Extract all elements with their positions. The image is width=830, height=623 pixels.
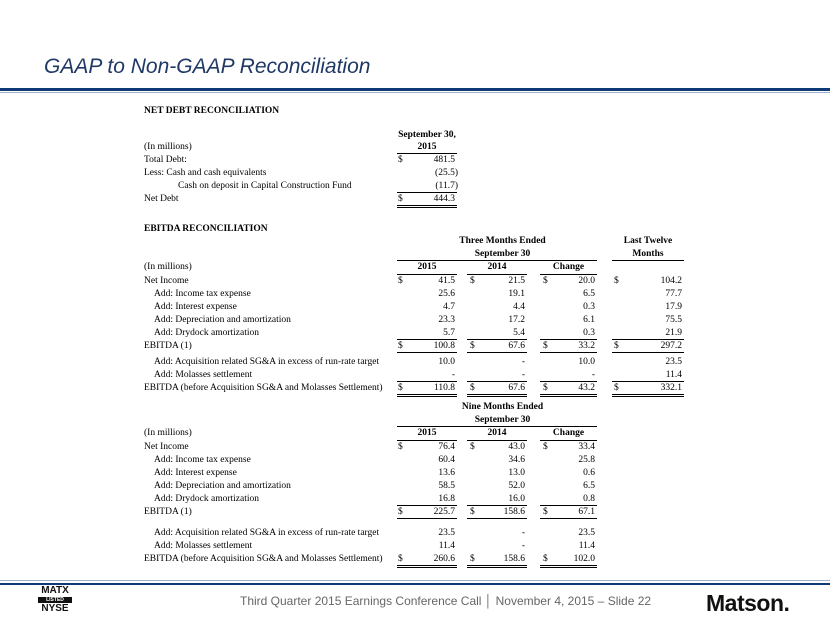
nine-months-col-underline — [397, 440, 457, 441]
nine-months-row-label: EBITDA (1) — [144, 507, 192, 517]
ebitda-total-line — [467, 339, 527, 340]
net-debt-total-line — [397, 205, 457, 206]
ebitda-row-label: Add: Income tax expense — [154, 289, 251, 299]
matson-logo: Matson. — [706, 590, 790, 616]
nine-months-value-2015: 60.4 — [438, 455, 455, 465]
nine-months-total-line — [397, 565, 457, 566]
ebitda-total-line — [397, 396, 457, 397]
nine-months-value-change: 11.4 — [578, 541, 595, 551]
dollar-sign: $ — [543, 442, 548, 452]
dollar-sign: $ — [398, 341, 403, 351]
ebitda-ltm-head: Last Twelve — [623, 236, 673, 246]
nine-months-value-change: 23.5 — [578, 528, 595, 538]
nine-months-value-2015: 13.6 — [438, 468, 455, 478]
ebitda-total-line — [612, 352, 684, 353]
ebitda-value-ltm: 104.2 — [660, 276, 682, 286]
ebitda-value-ltm: 21.9 — [665, 328, 682, 338]
nine-months-value-change: 67.1 — [578, 507, 595, 517]
nine-months-row-label: Add: Acquisition related SG&A in excess of run-rate target — [154, 528, 380, 538]
ebitda-value-2014: 17.2 — [508, 315, 525, 325]
nine-months-total-line — [467, 567, 527, 568]
dollar-sign: $ — [614, 341, 619, 351]
ebitda-total-line — [467, 352, 527, 353]
dollar-sign: $ — [543, 554, 548, 564]
ebitda-three-months-head: Three Months Ended — [459, 236, 546, 246]
dollar-sign: $ — [614, 383, 619, 393]
dollar-sign: $ — [543, 507, 548, 517]
net-debt-row-value: 444.3 — [433, 194, 455, 204]
net-debt-row-label: Total Debt: — [144, 155, 187, 165]
nine-months-value-2014: - — [521, 528, 525, 538]
dollar-sign: $ — [398, 554, 403, 564]
nine-months-row-label: Add: Molasses settlement — [154, 541, 253, 551]
net-debt-col-underline — [397, 153, 457, 154]
ebitda-value-ltm: 75.5 — [665, 315, 682, 325]
nine-months-col-2015: 2015 — [417, 428, 437, 438]
nine-months-row-label: Net Income — [144, 442, 189, 452]
ebitda-value-2015: 10.0 — [438, 357, 455, 367]
ebitda-value-change: 6.5 — [583, 289, 595, 299]
footer-rule — [0, 583, 830, 585]
ebitda-value-2014: 19.1 — [508, 289, 525, 299]
nine-months-total-line — [397, 518, 457, 519]
ebitda-heading: EBITDA RECONCILIATION — [144, 224, 268, 234]
nine-months-value-2014: 158.6 — [503, 507, 525, 517]
net-debt-subtotal-line — [397, 192, 457, 193]
ebitda-col-change: Change — [552, 262, 585, 272]
nine-months-value-2015: 16.8 — [438, 494, 455, 504]
ebitda-total-line — [467, 394, 527, 395]
ebitda-row-label: Add: Drydock amortization — [154, 328, 260, 338]
ebitda-total-line — [467, 396, 527, 397]
page-title: GAAP to Non-GAAP Reconciliation — [44, 55, 371, 78]
dollar-sign: $ — [614, 276, 619, 286]
nine-months-total-line — [540, 567, 597, 568]
ebitda-value-2014: - — [521, 370, 525, 380]
ebitda-row-label: Add: Molasses settlement — [154, 370, 253, 380]
net-debt-row-value: (11.7) — [435, 181, 458, 191]
ebitda-col-underline — [467, 274, 527, 275]
net-debt-row-value: 481.5 — [433, 155, 455, 165]
nine-months-total-line — [467, 518, 527, 519]
nine-months-total-line — [397, 567, 457, 568]
ebitda-value-change: 10.0 — [578, 357, 595, 367]
nine-months-value-2014: 13.0 — [508, 468, 525, 478]
dollar-sign: $ — [470, 341, 475, 351]
nine-months-col-change: Change — [552, 428, 585, 438]
nine-months-col-2014: 2014 — [487, 428, 507, 438]
ebitda-col-2015: 2015 — [417, 262, 437, 272]
ebitda-total-line — [540, 352, 597, 353]
ebitda-value-ltm: 23.5 — [665, 357, 682, 367]
ebitda-total-line — [397, 394, 457, 395]
header-rule — [0, 88, 830, 91]
nine-months-row-label: Add: Interest expense — [154, 468, 237, 478]
ebitda-value-2015: 41.5 — [438, 276, 455, 286]
ebitda-value-2015: 23.3 — [438, 315, 455, 325]
ebitda-value-2015: 110.8 — [433, 383, 455, 393]
nine-months-units: (In millions) — [144, 428, 192, 438]
ebitda-value-ltm: 77.7 — [665, 289, 682, 299]
nine-months-value-change: 102.0 — [573, 554, 595, 564]
nine-months-value-2015: 76.4 — [438, 442, 455, 452]
ticker-listed: LISTED — [38, 597, 72, 603]
ebitda-ltm-underline — [612, 260, 684, 261]
ebitda-value-2015: 4.7 — [443, 302, 455, 312]
ebitda-value-2014: 67.6 — [508, 383, 525, 393]
nine-months-value-2015: 23.5 — [438, 528, 455, 538]
nine-months-value-change: 0.8 — [583, 494, 595, 504]
nine-months-value-2015: 260.6 — [433, 554, 455, 564]
ebitda-value-2014: 4.4 — [513, 302, 525, 312]
ebitda-three-months-subhead: September 30 — [474, 249, 531, 259]
nine-months-col-underline — [467, 440, 527, 441]
ebitda-value-2015: 25.6 — [438, 289, 455, 299]
ebitda-total-line — [612, 339, 684, 340]
nine-months-head: Nine Months Ended — [461, 402, 544, 412]
dollar-sign: $ — [543, 383, 548, 393]
ebitda-row-label: Add: Interest expense — [154, 302, 237, 312]
nine-months-value-2014: 52.0 — [508, 481, 525, 491]
ebitda-total-line — [540, 396, 597, 397]
ebitda-value-change: 0.3 — [583, 302, 595, 312]
nine-months-value-2014: 34.6 — [508, 455, 525, 465]
ebitda-value-2014: - — [521, 357, 525, 367]
ebitda-row-label: EBITDA (1) — [144, 341, 192, 351]
ebitda-value-2015: 100.8 — [433, 341, 455, 351]
ebitda-total-line — [612, 396, 684, 397]
dollar-sign: $ — [543, 276, 548, 286]
nine-months-total-line — [397, 505, 457, 506]
ebitda-group-underline — [397, 260, 597, 261]
ebitda-value-2014: 67.6 — [508, 341, 525, 351]
ebitda-value-ltm: 332.1 — [660, 383, 682, 393]
dollar-sign: $ — [470, 442, 475, 452]
ebitda-row-label: Add: Depreciation and amortization — [154, 315, 291, 325]
dollar-sign: $ — [398, 383, 403, 393]
ebitda-value-ltm: 17.9 — [665, 302, 682, 312]
nine-months-subhead: September 30 — [474, 415, 531, 425]
ebitda-value-change: 20.0 — [578, 276, 595, 286]
ebitda-value-ltm: 11.4 — [665, 370, 682, 380]
net-debt-col-head2: 2015 — [417, 142, 437, 152]
net-debt-row-value: (25.5) — [435, 168, 458, 178]
ebitda-units: (In millions) — [144, 262, 192, 272]
net-debt-row-label: Net Debt — [144, 194, 179, 204]
dollar-sign: $ — [543, 341, 548, 351]
ebitda-value-change: 43.2 — [578, 383, 595, 393]
nine-months-total-line — [467, 565, 527, 566]
dollar-sign: $ — [470, 507, 475, 517]
ebitda-row-label: EBITDA (before Acquisition SG&A and Molasses Settlement) — [144, 383, 383, 393]
net-debt-row-label: Cash on deposit in Capital Construction Fund — [178, 181, 352, 191]
nine-months-row-label: EBITDA (before Acquisition SG&A and Molasses Settlement) — [144, 554, 383, 564]
ebitda-total-line — [397, 352, 457, 353]
net-debt-col-head1: September 30, — [398, 130, 456, 140]
dollar-sign: $ — [398, 442, 403, 452]
nine-months-value-change: 0.6 — [583, 468, 595, 478]
nine-months-row-label: Add: Drydock amortization — [154, 494, 260, 504]
nine-months-row-label: Add: Depreciation and amortization — [154, 481, 291, 491]
ebitda-total-line — [540, 339, 597, 340]
ebitda-value-change: 6.1 — [583, 315, 595, 325]
nine-months-value-2014: 16.0 — [508, 494, 525, 504]
ticker-symbol: MATX — [41, 585, 69, 596]
ebitda-row-label: Net Income — [144, 276, 189, 286]
nine-months-value-2015: 11.4 — [438, 541, 455, 551]
nine-months-total-line — [540, 505, 597, 506]
ebitda-value-2015: 5.7 — [443, 328, 455, 338]
ebitda-total-line — [397, 381, 457, 382]
dollar-sign: $ — [470, 276, 475, 286]
ebitda-col-underline — [540, 274, 597, 275]
ebitda-col-underline — [397, 274, 457, 275]
ebitda-ltm-subhead: Months — [632, 249, 664, 259]
ebitda-total-line — [540, 394, 597, 395]
ebitda-row-label: Add: Acquisition related SG&A in excess of run-rate target — [154, 357, 380, 367]
net-debt-row-label: Less: Cash and cash equivalents — [144, 168, 267, 178]
net-debt-units: (In millions) — [144, 142, 192, 152]
nine-months-col-underline — [540, 440, 597, 441]
ebitda-value-ltm: 297.2 — [660, 341, 682, 351]
nine-months-row-label: Add: Income tax expense — [154, 455, 251, 465]
net-debt-row-currency: $ — [398, 194, 403, 204]
footer-rule-thin — [0, 580, 830, 581]
nine-months-value-2014: 43.0 — [508, 442, 525, 452]
net-debt-row-currency: $ — [398, 155, 403, 165]
nine-months-value-change: 6.5 — [583, 481, 595, 491]
nine-months-value-2015: 225.7 — [433, 507, 455, 517]
ebitda-value-change: 0.3 — [583, 328, 595, 338]
net-debt-heading: NET DEBT RECONCILIATION — [144, 106, 280, 116]
ebitda-total-line — [397, 339, 457, 340]
nine-months-total-line — [540, 518, 597, 519]
ebitda-value-2015: - — [451, 370, 455, 380]
ebitda-value-change: 33.2 — [578, 341, 595, 351]
nine-months-value-2014: 158.6 — [503, 554, 525, 564]
ebitda-value-2014: 5.4 — [513, 328, 525, 338]
footer-text: Third Quarter 2015 Earnings Conference Call │ November 4, 2015 – Slide 22 — [240, 594, 652, 608]
ticker-exchange: NYSE — [41, 603, 69, 614]
ebitda-col-2014: 2014 — [487, 262, 507, 272]
dollar-sign: $ — [398, 507, 403, 517]
nine-months-total-line — [540, 565, 597, 566]
header-rule-thin — [0, 92, 830, 93]
ebitda-total-line — [540, 381, 597, 382]
nine-months-value-2015: 58.5 — [438, 481, 455, 491]
nine-months-total-line — [467, 505, 527, 506]
nine-months-value-change: 33.4 — [578, 442, 595, 452]
dollar-sign: $ — [470, 554, 475, 564]
ebitda-total-line — [612, 394, 684, 395]
ebitda-total-line — [467, 381, 527, 382]
net-debt-total-line — [397, 207, 457, 208]
nine-months-value-2014: - — [521, 541, 525, 551]
dollar-sign: $ — [470, 383, 475, 393]
nyse-listed-logo — [38, 586, 72, 614]
ebitda-value-2014: 21.5 — [508, 276, 525, 286]
nine-months-value-change: 25.8 — [578, 455, 595, 465]
dollar-sign: $ — [398, 276, 403, 286]
ebitda-total-line — [612, 381, 684, 382]
ebitda-value-change: - — [591, 370, 595, 380]
nine-months-group-underline — [397, 426, 597, 427]
